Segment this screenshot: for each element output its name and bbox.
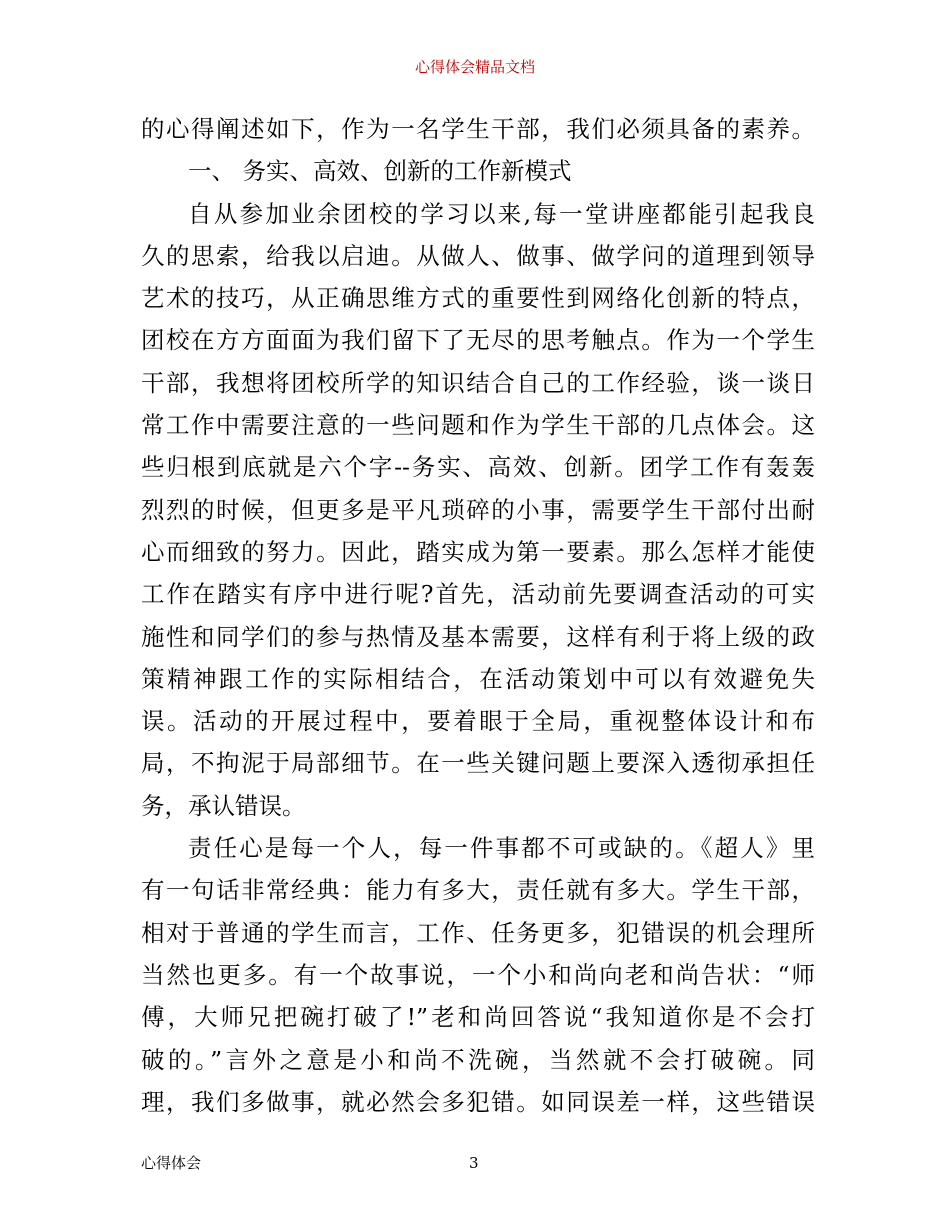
text-line: 务，承认错误。 [141, 791, 306, 820]
text-line: 傅，大师兄把碗打破了!”老和尚回答说“我知道你是不会打 [141, 1003, 815, 1032]
text-line: 心而细致的努力。因此，踏实成为第一要素。那么怎样才能使 [141, 537, 815, 566]
text-line: 局，不拘泥于局部细节。在一些关键问题上要深入透彻承担任 [141, 749, 815, 778]
text-line: 相对于普通的学生而言，工作、任务更多，犯错误的机会理所 [141, 918, 815, 947]
section-heading: 一、 务实、高效、创新的工作新模式 [188, 157, 572, 186]
text-line: 误。活动的开展过程中，要着眼于全局，重视整体设计和布 [141, 707, 815, 736]
text-line: 当然也更多。有一个故事说，一个小和尚向老和尚告状：“师 [141, 960, 815, 989]
text-line: 工作在踏实有序中进行呢?首先，活动前先要调查活动的可实 [141, 580, 815, 609]
text-line: 自从参加业余团校的学习以来,每一堂讲座都能引起我良 [188, 199, 815, 228]
text-line: 久的思索，给我以启迪。从做人、做事、做学问的道理到领导 [141, 241, 815, 270]
text-line: 些归根到底就是六个字--务实、高效、创新。团学工作有轰轰 [141, 453, 815, 482]
text-line: 团校在方方面面为我们留下了无尽的思考触点。作为一个学生 [141, 326, 815, 355]
text-line: 策精神跟工作的实际相结合，在活动策划中可以有效避免失 [141, 664, 815, 693]
text-line: 常工作中需要注意的一些问题和作为学生干部的几点体会。这 [141, 411, 815, 440]
text-line: 艺术的技巧，从正确思维方式的重要性到网络化创新的特点， [141, 284, 815, 313]
text-line: 干部，我想将团校所学的知识结合自己的工作经验，谈一谈日 [141, 368, 815, 397]
text-line: 施性和同学们的参与热情及基本需要，这样有利于将上级的政 [141, 622, 815, 651]
text-line: 破的。”言外之意是小和尚不洗碗，当然就不会打破碗。同 [141, 1045, 815, 1074]
text-line: 有一句话非常经典：能力有多大，责任就有多大。学生干部， [141, 876, 815, 905]
text-line: 责任心是每一个人，每一件事都不可或缺的。《超人》里 [188, 834, 815, 863]
document-body [141, 108, 815, 1123]
page-number: 3 [469, 1154, 479, 1172]
text-line: 的心得阐述如下，作为一名学生干部，我们必须具备的素养。 [141, 115, 815, 143]
page-header-title: 心得体会精品文档 [414, 58, 535, 76]
footer-label: 心得体会 [141, 1154, 202, 1172]
text-line: 理，我们多做事，就必然会多犯错。如同误差一样，这些错误 [141, 1087, 815, 1116]
text-line: 烈烈的时候，但更多是平凡琐碎的小事，需要学生干部付出耐 [141, 495, 815, 524]
